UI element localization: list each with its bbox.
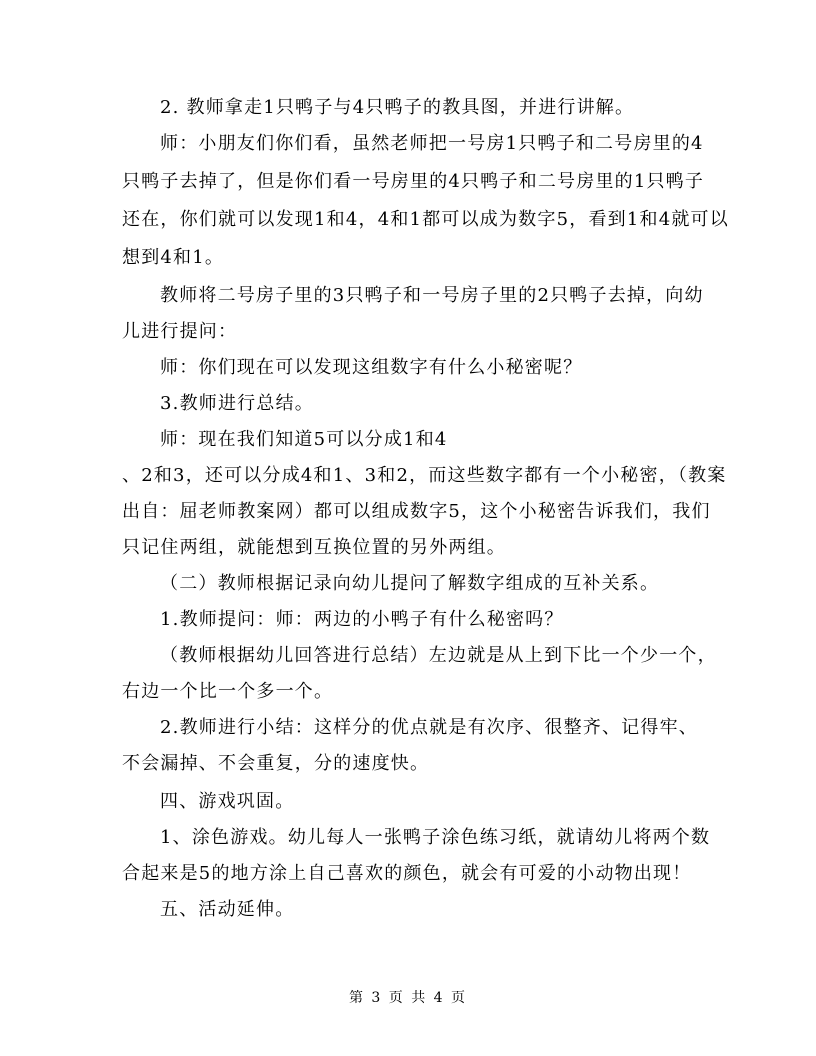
text-line: 2. 教师拿走1只鸭子与4只鸭子的教具图，并进行讲解。 (160, 97, 635, 118)
text-line: （二）教师根据记录向幼儿提问了解数字组成的互补关系。 (160, 573, 660, 594)
text-line: 合起来是5的地方涂上自己喜欢的颜色，就会有可爱的小动物出现！ (122, 863, 692, 884)
text-line: 还在，你们就可以发现1和4，4和1都可以成为数字5，看到1和4就可以 (122, 209, 729, 230)
text-line: 右边一个比一个多一个。 (122, 681, 334, 702)
text-line: 只鸭子去掉了，但是你们看一号房里的4只鸭子和二号房里的1只鸭子 (122, 171, 705, 192)
text-line: 3.教师进行总结。 (160, 393, 314, 414)
text-line: 只记住两组，就能想到互换位置的另外两组。 (122, 537, 506, 558)
text-line: 五、活动延伸。 (160, 899, 295, 920)
text-line: 师：现在我们知道5可以分成1和4 (160, 429, 448, 450)
text-line: 四、游戏巩固。 (160, 791, 295, 812)
text-line: 师：小朋友们你们看，虽然老师把一号房1只鸭子和二号房里的4 (160, 133, 704, 154)
text-line: 不会漏掉、不会重复，分的速度快。 (122, 753, 430, 774)
text-line: 教师将二号房子里的3只鸭子和一号房子里的2只鸭子去掉，向幼 (160, 285, 704, 306)
text-line: （教师根据幼儿回答进行总结）左边就是从上到下比一个少一个， (160, 645, 717, 666)
text-line: 、2和3，还可以分成4和1、3和2，而这些数字都有一个小秘密，（教案 (122, 465, 727, 486)
text-line: 师：你们现在可以发现这组数字有什么小秘密呢？ (160, 357, 583, 378)
text-line: 1、涂色游戏。幼儿每人一张鸭子涂色练习纸，就请幼儿将两个数 (160, 827, 711, 848)
page-number-footer: 第 3 页 共 4 页 (348, 990, 468, 1006)
text-line: 儿进行提问： (122, 321, 238, 342)
text-line: 出自：屈老师教案网）都可以组成数字5，这个小秘密告诉我们，我们 (122, 501, 711, 522)
text-line: 想到4和1。 (122, 247, 225, 268)
text-line: 2.教师进行小结：这样分的优点就是有次序、很整齐、记得牢、 (160, 717, 698, 738)
text-line: 1.教师提问：师：两边的小鸭子有什么秘密吗？ (160, 609, 564, 630)
